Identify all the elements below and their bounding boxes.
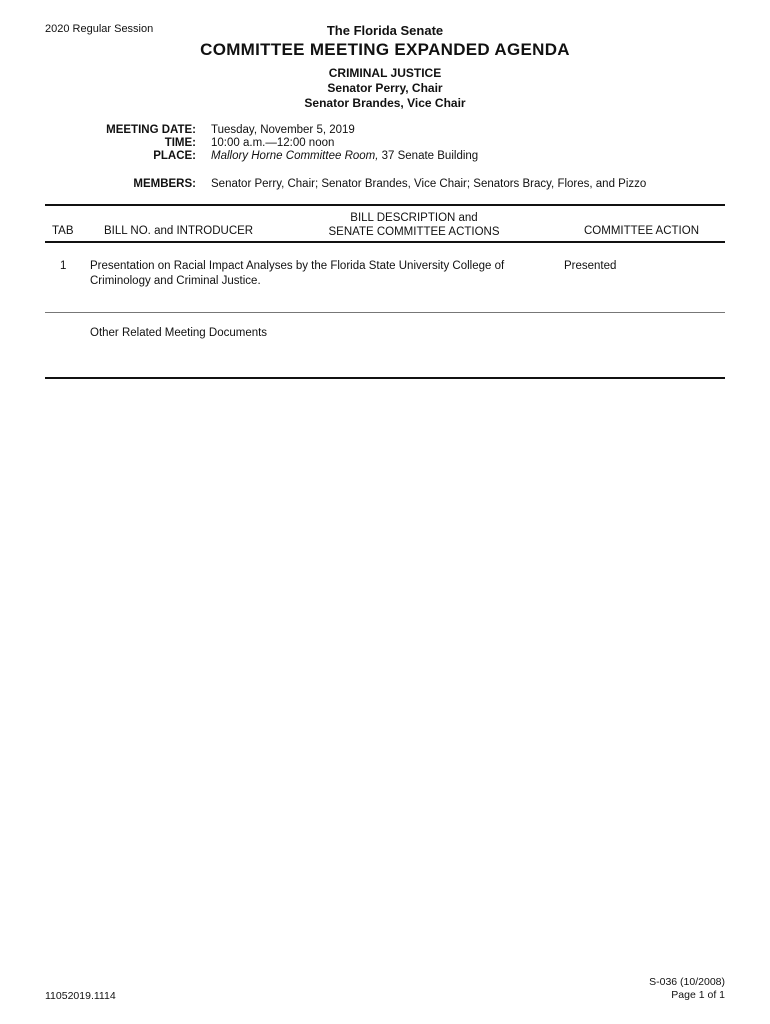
row-description-line2: Criminology and Criminal Justice.: [90, 275, 261, 287]
meeting-date-label: MEETING DATE:: [106, 124, 196, 136]
committee-block: [0, 66, 770, 111]
time-label: TIME:: [164, 137, 196, 149]
footer-right: [649, 976, 725, 1002]
place-building: 37 Senate Building: [378, 150, 479, 162]
chair-name: Senator Perry, Chair: [327, 81, 443, 95]
members-label: MEMBERS:: [133, 178, 196, 190]
column-header-description-line2: SENATE COMMITTEE ACTIONS: [328, 226, 500, 238]
row-committee-action: Presented: [564, 260, 617, 272]
form-id: S-036 (10/2008): [649, 976, 725, 988]
column-header-action: COMMITTEE ACTION: [584, 225, 699, 237]
column-header-bill: BILL NO. and INTRODUCER: [104, 225, 254, 237]
column-header-description: [294, 211, 534, 239]
row-description: [90, 259, 530, 289]
organization-name: The Florida Senate: [326, 23, 444, 38]
document-number: 11052019.1114: [45, 990, 116, 1002]
place-room: Mallory Horne Committee Room,: [211, 150, 379, 162]
row-divider: [45, 312, 725, 313]
page-title: COMMITTEE MEETING EXPANDED AGENDA: [200, 40, 570, 59]
column-header-tab: TAB: [52, 225, 74, 237]
row-tab-number: 1: [60, 260, 67, 272]
members-value: Senator Perry, Chair; Senator Brandes, Vice Chair; Senators Bracy, Flores, and Pizzo: [211, 178, 647, 190]
column-header-description-line1: BILL DESCRIPTION and: [350, 212, 478, 224]
vice-chair-name: Senator Brandes, Vice Chair: [304, 96, 466, 110]
place-value: [211, 150, 478, 162]
other-documents-link[interactable]: Other Related Meeting Documents: [90, 327, 268, 339]
table-header-rule: [45, 241, 725, 243]
page-number: Page 1 of 1: [671, 989, 725, 1001]
row-description-line1: Presentation on Racial Impact Analyses by the Florida State University College of: [90, 260, 505, 272]
session-label: 2020 Regular Session: [45, 23, 154, 35]
place-label: PLACE:: [153, 150, 196, 162]
meeting-date-value: Tuesday, November 5, 2019: [211, 124, 355, 136]
table-top-rule: [45, 204, 725, 206]
committee-name: CRIMINAL JUSTICE: [328, 66, 442, 80]
table-bottom-rule: [45, 377, 725, 379]
time-value: 10:00 a.m.—12:00 noon: [211, 137, 335, 149]
